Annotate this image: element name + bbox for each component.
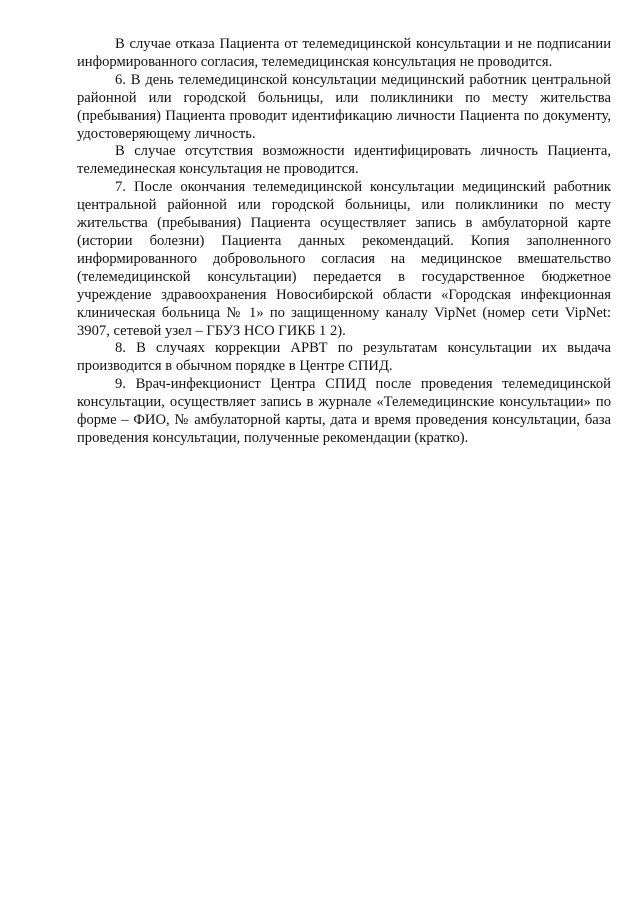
paragraph-identification-absent: В случае отсутствия возможности идентифицировать личность Пациента, телемединеская консультация не проводится.: [77, 143, 611, 178]
document-page: [77, 36, 611, 448]
paragraph-item-7: 7. После окончания телемедицинской консультации медицинский работник центральной районной или городской больницы, или поликлиники по месту жительства (пребывания) Пациента осуществляет запись в амбулаторной карте (истории болезни) Пациента данных рекомендаций. Копия заполненного информированного добровольного согласия на медицинское вмешательство (телемедицинской консультации) передается в государственное бюджетное учреждение здравоохранения Новосибирской области «Городская инфекционная клиническая больница № 1» по защищенному каналу VipNet (номер сети VipNet: 3907, сетевой узел – ГБУЗ НСО ГИКБ 1 2).: [77, 179, 611, 339]
paragraph-item-6: 6. В день телемедицинской консультации медицинский работник центральной районной или городской больницы, или поликлиники по месту жительства (пребывания) Пациента проводит идентификацию личности Пациента по документу, удостоверяющему личность.: [77, 71, 611, 142]
paragraph-refusal: В случае отказа Пациента от телемедицинской консультации и не подписании информированного согласия, телемедицинская консультация не проводится.: [77, 36, 611, 70]
paragraph-item-8: 8. В случаях коррекции АРВТ по результатам консультации их выдача производится в обычном порядке в Центре СПИД.: [77, 340, 611, 375]
paragraph-item-9: 9. Врач-инфекционист Центра СПИД после проведения телемедицинской консультации, осуществляет запись в журнале «Телемедицинские консультации» по форме – ФИО, № амбулаторной карты, дата и время проведения консультации, база проведения консультации, полученные рекомендации (кратко).: [77, 376, 611, 446]
